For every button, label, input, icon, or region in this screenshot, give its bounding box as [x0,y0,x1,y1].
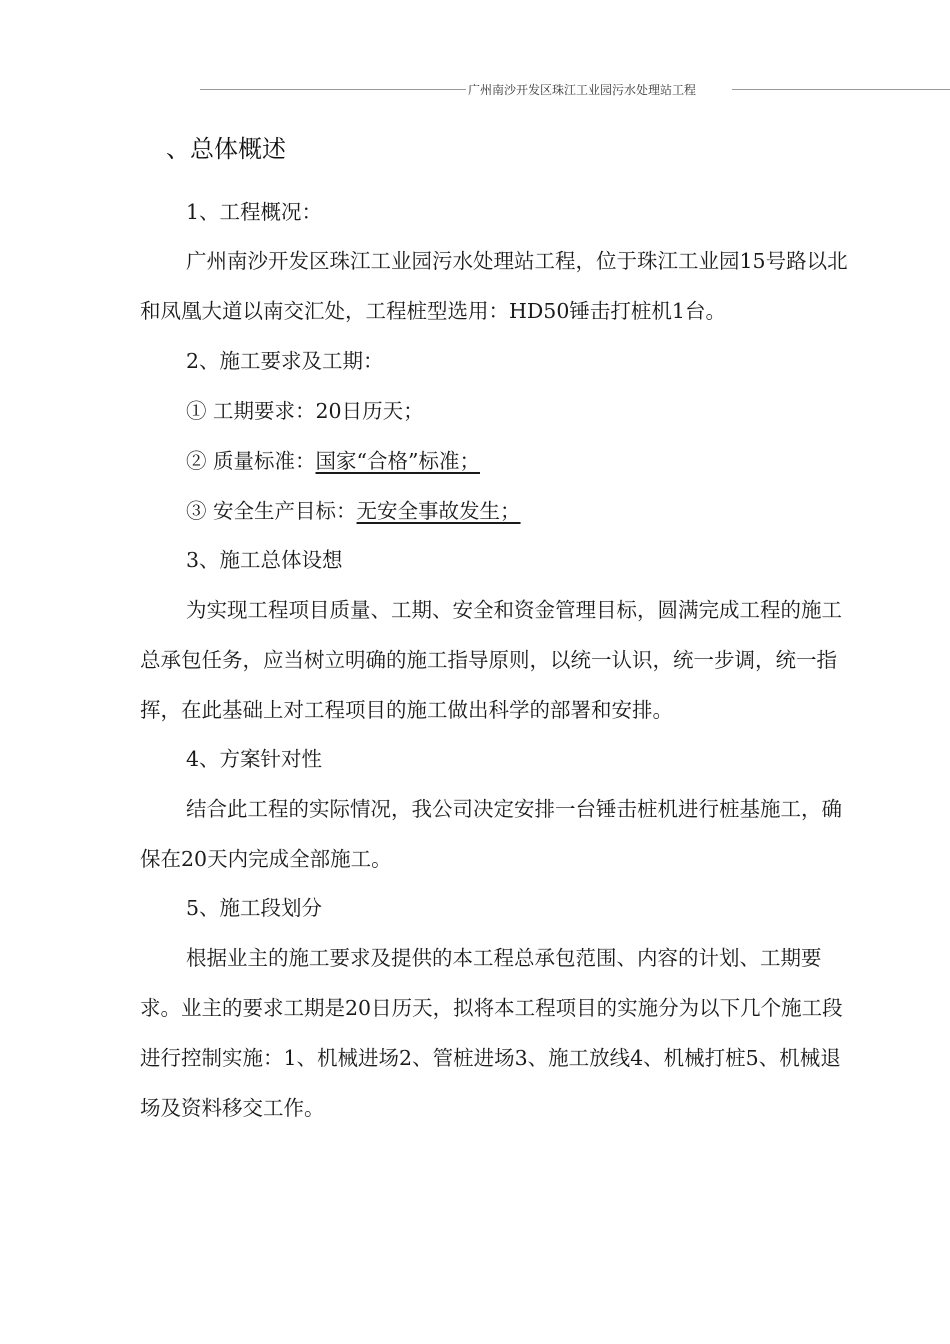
heading-overall-concept: 3、施工总体设想 [186,548,343,572]
safety-label: ③ 安全生产目标： [186,499,357,523]
paragraph-section-division: 根据业主的施工要求及提供的本工程总承包范围、内容的计划、工期要求。业主的要求工期是20日历天，拟将本工程项目的实施分为以下几个施工段进行控制实施：1、机械进场2、管桩进场3、施工放线4、机械打桩5、机械退场及资料移交工作。 [140,946,843,1120]
section-title: 、总体概述 [166,135,286,163]
item-quality-standard [140,436,855,486]
heading-requirements-schedule: 2、施工要求及工期： [186,349,384,373]
quality-value: 国家“合格”标准； [315,449,480,473]
quality-label: ② 质量标准： [186,449,316,473]
paragraph-plan-targeting: 结合此工程的实际情况，我公司决定安排一台锤击桩机进行桩基施工，确保在20天内完成全部施工。 [140,797,842,871]
item-safety-goal [140,486,855,536]
paragraph-overall-concept: 为实现工程项目质量、工期、安全和资金管理目标，圆满完成工程的施工总承包任务，应当树立明确的施工指导原则，以统一认识，统一步调，统一指挥，在此基础上对工程项目的施工做出科学的部署和安排。 [140,598,842,722]
item-schedule-requirement: ① 工期要求：20日历天； [186,399,424,423]
running-header: 广州南沙开发区珠江工业园污水处理站工程 [466,83,732,98]
paragraph-project-overview: 广州南沙开发区珠江工业园污水处理站工程，位于珠江工业园15号路以北和凤凰大道以南交汇处，工程桩型选用：HD50锤击打桩机1台。 [140,249,848,323]
heading-plan-targeting: 4、方案针对性 [186,747,323,771]
heading-section-division: 5、施工段划分 [186,896,323,920]
heading-project-overview: 1、工程概况： [186,200,323,224]
safety-value: 无安全事故发生； [356,499,521,523]
